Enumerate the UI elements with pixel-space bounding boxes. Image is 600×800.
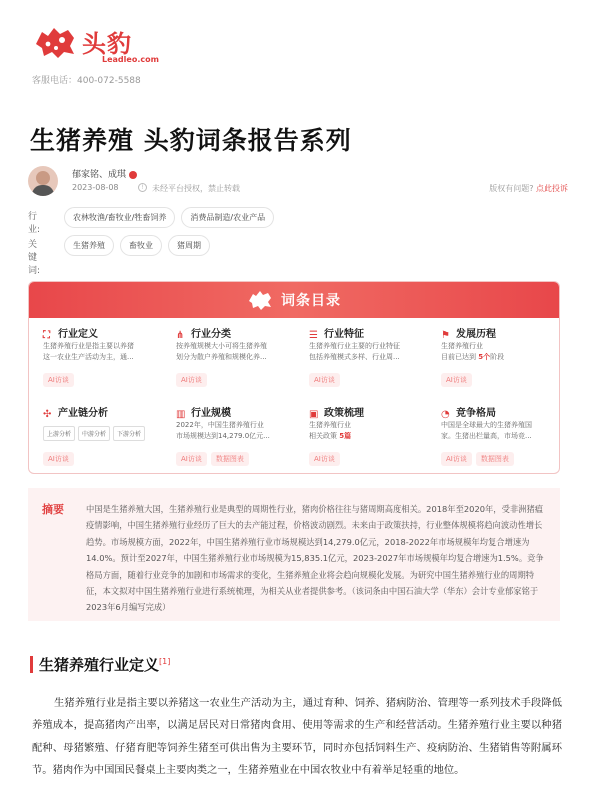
catalog-item-scale[interactable] — [176, 404, 296, 474]
competition-icon: ◔ — [441, 409, 450, 420]
chain-icon: ✣ — [43, 409, 52, 420]
catalog-item-policy[interactable] — [309, 404, 429, 474]
catalog-item-desc: 生猪养殖行业主要的行业特征 包括养殖模式多样、行业周... — [309, 342, 400, 361]
ai-interview-badge[interactable]: AI访谈 — [309, 373, 340, 387]
section-body: 生猪养殖行业是指主要以养猪这一农业生产活动为主，通过育种、饲养、猪病防治、管理等一系列技术手段降低养殖成本，提高猪肉产出率，以满足居民对日常猪肉食用、使用等需求的生产和经营活动。生猪养殖行业主要以种猪配种、母猪繁殖、仔猪育肥等饲养生猪至可供出售为主要环节，同时亦包括饲料生产、疫病防治、生猪销售等附属环节。猪肉作为中国国民餐桌上主要肉类之一，生猪养殖业在中国农牧业中有着举足轻重的地位。 — [32, 697, 562, 776]
industry-tag[interactable]: 消费品制造/农业产品 — [181, 207, 274, 228]
catalog-item-competition[interactable] — [441, 404, 560, 474]
copyright-complaint — [489, 183, 568, 194]
ai-interview-badge[interactable]: AI访谈 — [309, 452, 340, 466]
catalog-badges — [43, 446, 78, 466]
ai-interview-badge[interactable]: AI访谈 — [441, 373, 472, 387]
reprint-notice: 未经平台授权，禁止转载 — [152, 184, 240, 193]
catalog-item-desc: 2022年，中国生猪养殖行业 市场规模达到14,279.0亿元... — [176, 421, 270, 440]
feature-icon: ☰ — [309, 330, 318, 341]
section-title: 生猪养殖行业定义[1] — [30, 654, 170, 675]
ai-interview-badge[interactable]: AI访谈 — [43, 373, 74, 387]
catalog-item-title: ⛶ 行业定义 — [43, 329, 98, 341]
catalog-item-desc: 生猪养殖行业是指主要以养猪 这一农业生产活动为主，通... — [43, 342, 134, 361]
catalog-badges — [441, 367, 476, 387]
keyword-tag[interactable]: 生猪养殖 — [64, 235, 114, 256]
catalog-item-title: ✣ 产业链分析 — [43, 408, 108, 420]
catalog-badges — [43, 367, 78, 387]
reference-marker[interactable]: [1] — [159, 657, 171, 666]
copyright-prefix: 版权有问题? — [489, 184, 534, 193]
page-title: 生猪养殖 头豹词条报告系列 — [30, 126, 352, 155]
catalog-item-definition[interactable] — [43, 325, 163, 401]
catalog-badges — [309, 367, 344, 387]
chain-tags — [43, 421, 148, 441]
complaint-link[interactable]: 点此投诉 — [536, 184, 568, 193]
abstract-text: 中国是生猪养殖大国，生猪养殖行业是典型的周期性行业，猪肉价格往往与猪周期高度相关。2018年至2020年，受非洲猪瘟疫情影响，中国生猪养殖行业经历了巨大的去产能过程，价格波动剧烈。未来由于政策扶持，行业整体规模将趋向波动性增长趋势。市场规模方面，2022年，中国生猪养殖行业市场规模达到14,279.0亿元，2018-2022年市场规模年均复合增速为14.0%。预计至2027年，中国生猪养殖行业市场规模为15,835.1亿元，2023-2027年市场规模年均复合增速为1.5%。竞争格局方面，随着行业竞争的加剧和市场需求的变化，生猪养殖企业将会趋向规模化发展。为研究中国生猪养殖行业的周期特征，本文拟对中国生猪养殖行业进行系统梳理，为相关从业者提供参考。（该词条由中国石油大学（华东）会计专业郁家铭于2023年6月编写完成） — [86, 504, 544, 613]
author-names[interactable] — [72, 167, 137, 180]
catalog-badges — [309, 446, 344, 466]
abstract-label: 摘要 — [42, 503, 64, 516]
industry-tag[interactable]: 农林牧渔/畜牧业/牲畜饲养 — [64, 207, 175, 228]
brand-logo[interactable] — [32, 20, 182, 72]
abstract-box — [28, 488, 560, 621]
author-names-text: 郁家铭、成琪 — [72, 170, 127, 180]
catalog-badges — [176, 367, 211, 387]
author-row — [28, 166, 568, 196]
catalog-item-chain[interactable] — [43, 404, 163, 474]
catalog-item-desc: 生猪养殖行业 相关政策 5篇 — [309, 421, 352, 440]
ai-interview-badge[interactable]: AI访谈 — [43, 452, 74, 466]
author-avatar[interactable] — [28, 166, 58, 196]
catalog-badges — [176, 446, 253, 466]
data-chart-badge[interactable]: 数据图表 — [211, 452, 249, 466]
industry-label: 行业: — [28, 212, 41, 235]
leopard-icon — [247, 289, 273, 311]
catalog-item-desc: 中国是全球最大的生猪养殖国 家。生猪出栏量高，市场竞... — [441, 421, 532, 440]
keyword-label: 关键词: — [28, 240, 41, 276]
industry-tags — [64, 205, 280, 228]
data-chart-badge[interactable]: 数据图表 — [476, 452, 514, 466]
catalog-item-title: ⚑ 发展历程 — [441, 329, 496, 341]
brand-domain: Leadleo.com — [102, 55, 159, 64]
catalog-item-feature[interactable] — [309, 325, 429, 401]
catalog-header — [29, 282, 559, 318]
catalog-title: 词条目录 — [281, 293, 341, 309]
history-icon: ⚑ — [441, 330, 450, 341]
keyword-tag[interactable]: 畜牧业 — [120, 235, 162, 256]
upstream-tag[interactable]: 上游分析 — [43, 426, 75, 441]
leopard-logo-icon — [32, 22, 78, 62]
ai-interview-badge[interactable]: AI访谈 — [176, 373, 207, 387]
ai-interview-badge[interactable]: AI访谈 — [441, 452, 472, 466]
catalog-item-desc: 生猪养殖行业 目前已达到 5个阶段 — [441, 342, 505, 361]
warning-icon: ! — [138, 183, 147, 192]
verified-icon — [129, 171, 137, 179]
entry-catalog — [28, 281, 560, 474]
keyword-tags — [64, 233, 216, 256]
brand-name: 头豹 — [82, 30, 132, 58]
policy-icon: ▣ — [309, 409, 319, 420]
definition-icon: ⛶ — [43, 330, 50, 341]
midstream-tag[interactable]: 中游分析 — [78, 426, 110, 441]
service-hotline: 客服电话：400-072-5588 — [32, 76, 141, 86]
catalog-item-title: ⋔ 行业分类 — [176, 329, 231, 341]
catalog-item-classification[interactable] — [176, 325, 296, 401]
keyword-tag[interactable]: 猪周期 — [168, 235, 210, 256]
catalog-badges — [441, 446, 518, 466]
policy-count: 5篇 — [339, 432, 352, 440]
catalog-item-title: ▥ 行业规模 — [176, 408, 231, 420]
catalog-item-title: ◔ 竞争格局 — [441, 408, 496, 420]
downstream-tag[interactable]: 下游分析 — [113, 426, 145, 441]
scale-icon: ▥ — [176, 409, 186, 420]
publish-date: 2023-08-08 — [72, 183, 119, 192]
catalog-item-title: ▣ 政策梳理 — [309, 408, 364, 420]
stage-count: 5个 — [478, 353, 491, 361]
catalog-item-title: ☰ 行业特征 — [309, 329, 364, 341]
catalog-item-history[interactable] — [441, 325, 560, 401]
classification-icon: ⋔ — [176, 330, 185, 341]
catalog-item-desc: 按养殖规模大小可将生猪养殖 划分为散户养殖和规模化养... — [176, 342, 267, 361]
ai-interview-badge[interactable]: AI访谈 — [176, 452, 207, 466]
